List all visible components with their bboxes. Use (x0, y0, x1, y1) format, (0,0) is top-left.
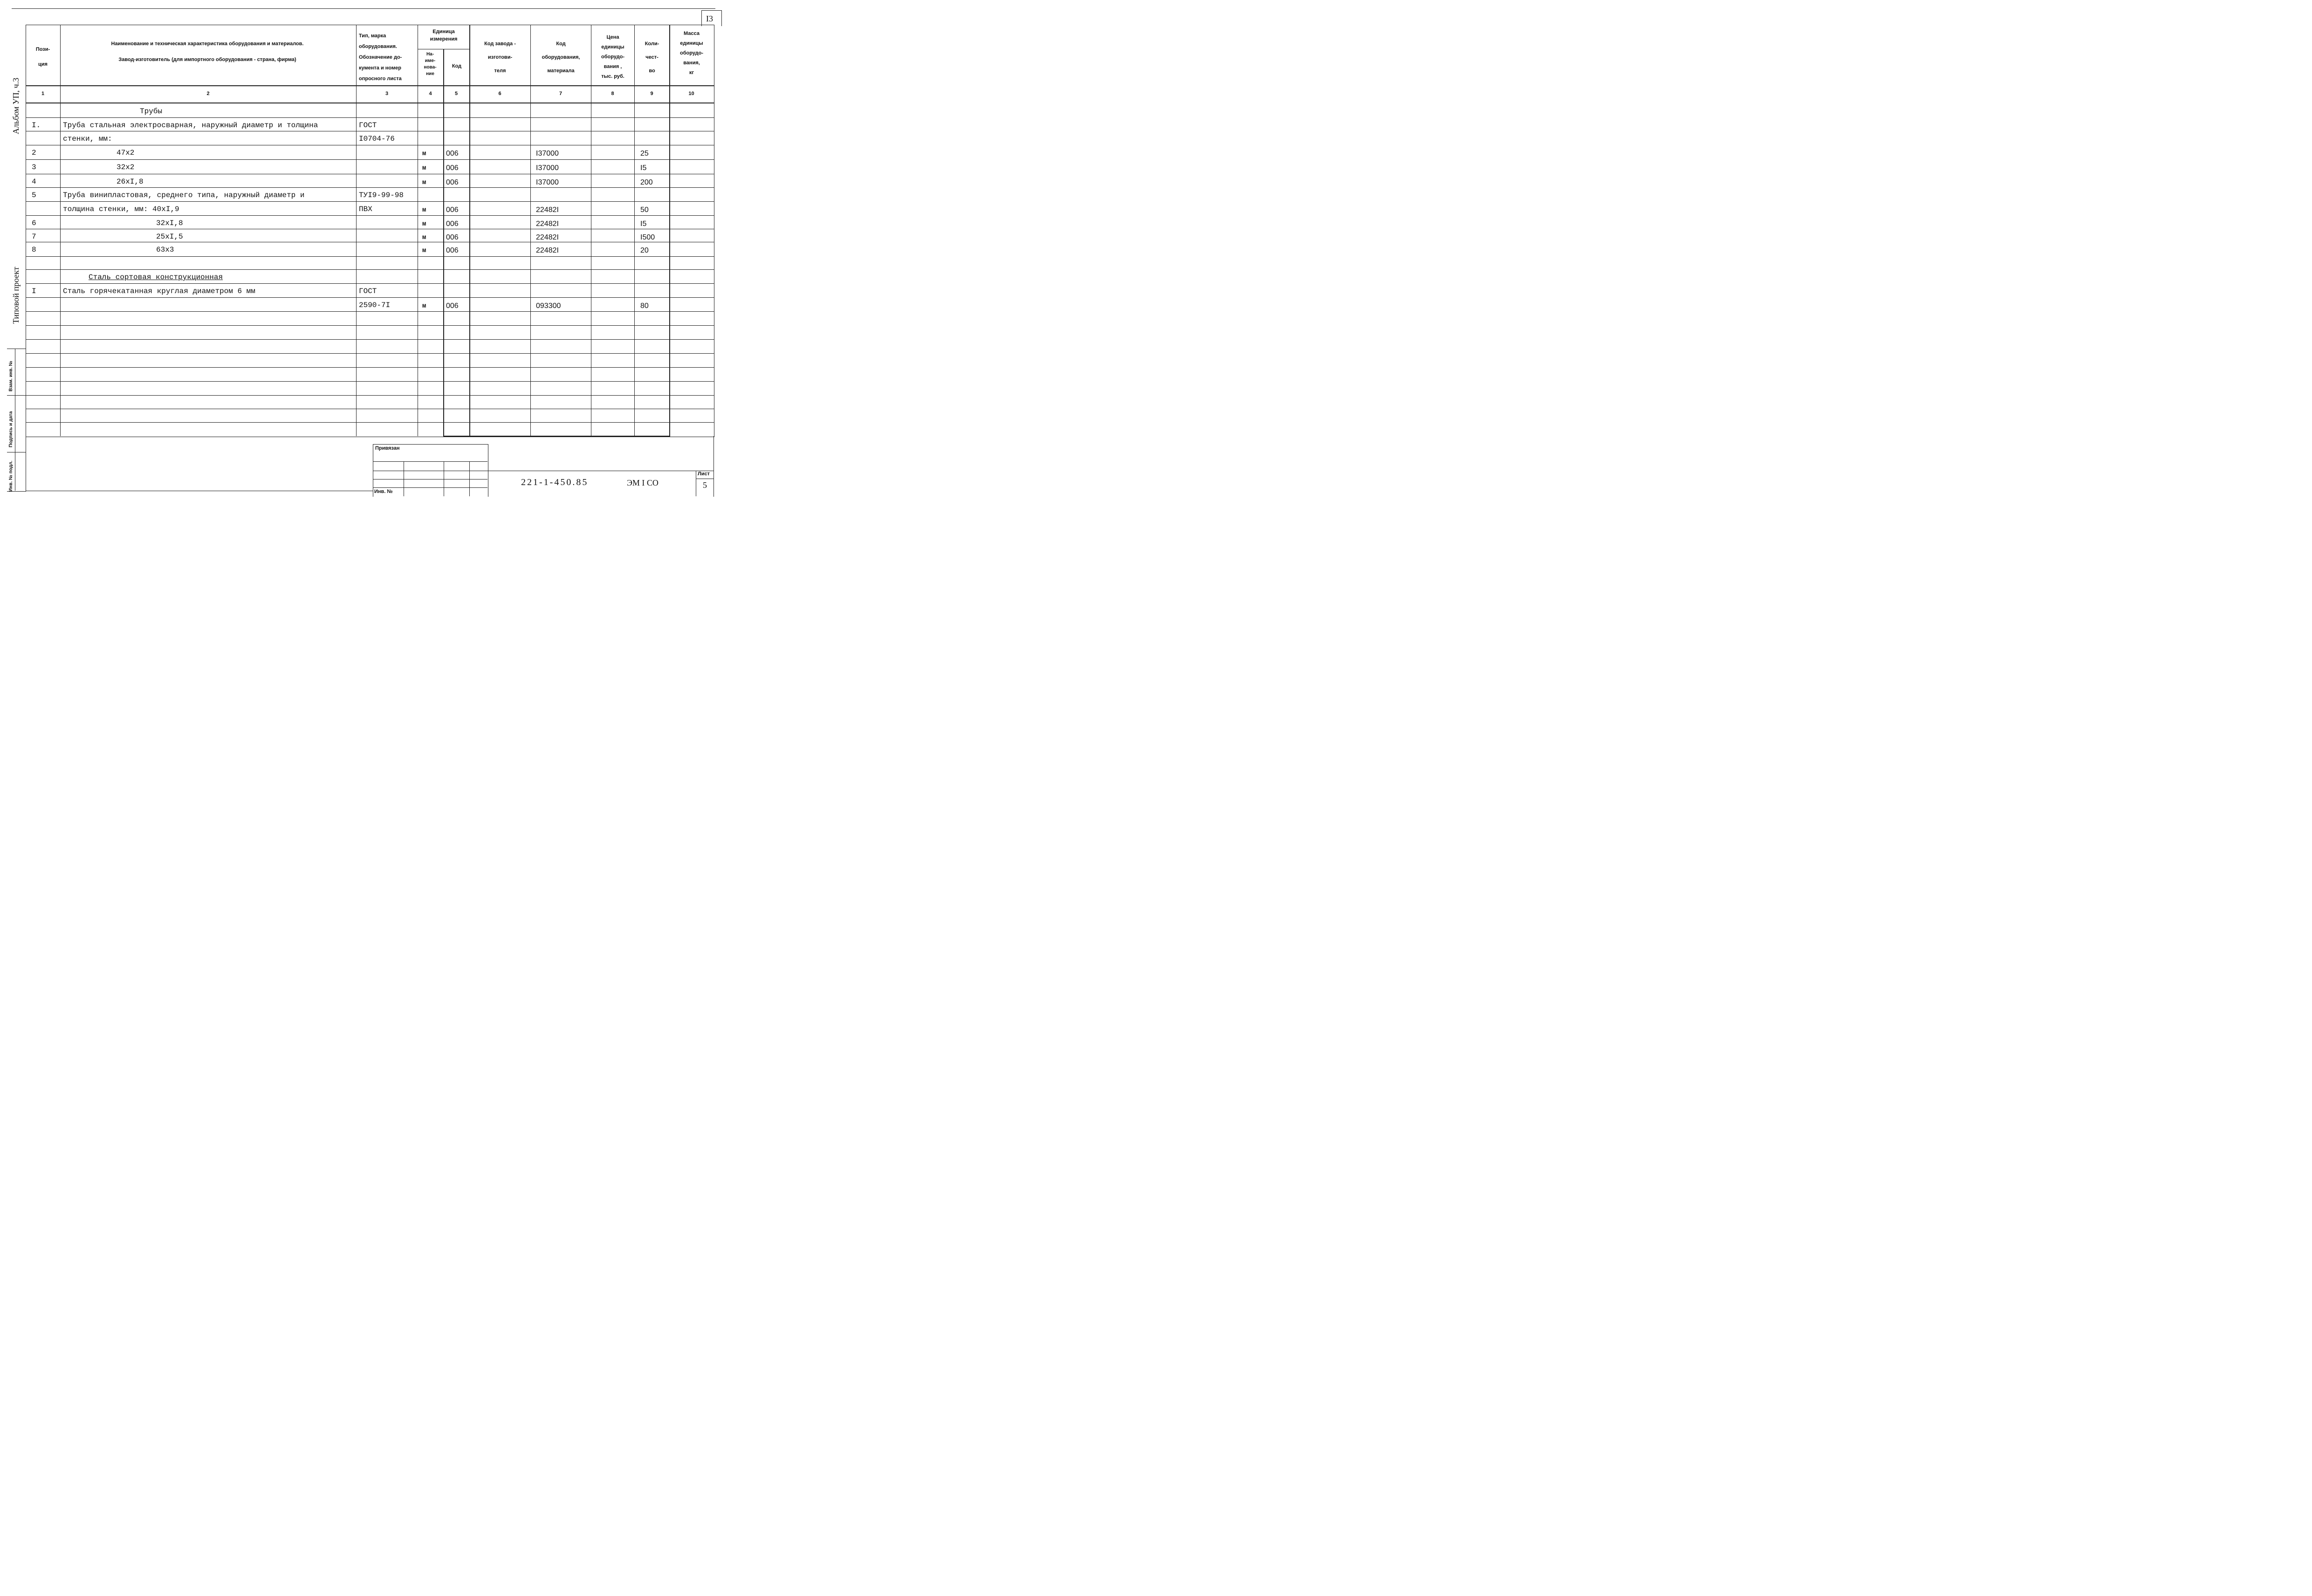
side-label-project: Типовой проект (11, 267, 21, 324)
cell-c2: 63х3 (156, 246, 174, 254)
cell-c2: Трубы (140, 107, 163, 116)
sheet-number: 5 (703, 480, 707, 490)
column-number-3: 3 (385, 91, 389, 96)
cell-c5: 006 (446, 220, 459, 228)
cell-c1: 4 (32, 178, 36, 186)
cell-c3: ГОСТ (359, 287, 377, 295)
cell-c1: I. (32, 121, 41, 130)
header-quantity: Коли- чест- во (645, 41, 659, 74)
sheet-corner-number: I3 (706, 14, 713, 23)
cell-c7: 093300 (536, 302, 561, 310)
column-number-7: 7 (559, 91, 563, 96)
cell-c4: м (422, 179, 426, 186)
column-number-2: 2 (206, 91, 210, 96)
cell-c2: 26хI,8 (117, 178, 144, 186)
cell-c2: Труба винипластовая, среднего типа, наружный диаметр и (63, 191, 305, 199)
cell-c7: I37000 (536, 164, 559, 172)
top-rule (12, 8, 715, 9)
cell-c9: 20 (640, 247, 649, 254)
column-number-10: 10 (688, 91, 694, 96)
cell-c3: ГОСТ (359, 121, 377, 130)
cell-c7: 22482I (536, 247, 559, 254)
cell-c4: м (422, 220, 426, 228)
cell-c9: I500 (640, 233, 655, 241)
header-factory-code: Код завода - изготови- теля (484, 41, 516, 74)
header-mass: Масса единицы оборудо- вания, кг (679, 31, 703, 75)
cell-c5: 006 (446, 150, 459, 158)
cell-c5: 006 (446, 206, 459, 214)
cell-c4: м (422, 302, 426, 310)
column-number-8: 8 (611, 91, 614, 96)
column-number-9: 9 (650, 91, 653, 96)
cell-c3: ПВХ (359, 205, 372, 213)
cell-c3: ТУI9-99-98 (359, 191, 404, 199)
cell-c7: 22482I (536, 220, 559, 228)
cell-c2: 25хI,5 (156, 233, 183, 241)
cell-c3: I0704-76 (359, 135, 395, 143)
cell-c4: м (422, 164, 426, 172)
cell-c1: I (32, 287, 36, 295)
cell-c9: 200 (640, 178, 653, 186)
cell-c1: 3 (32, 163, 36, 171)
sheet-label: Лист (698, 471, 710, 477)
header-unit: На- име- нова- ние (424, 52, 437, 76)
cell-c4: м (422, 150, 426, 158)
cell-c7: 22482I (536, 233, 559, 241)
header-unit-group: Единица измерения (430, 29, 458, 42)
cell-c5: 006 (446, 178, 459, 186)
header-unit-code: Код (452, 63, 462, 69)
cell-c1: 5 (32, 191, 36, 199)
cell-c4: м (422, 206, 426, 214)
cell-c7: 22482I (536, 206, 559, 214)
cell-c1: 2 (32, 149, 36, 157)
header-material-code: Код оборудования, материала (542, 41, 580, 74)
cell-c2: 47х2 (117, 149, 135, 157)
column-number-4: 4 (429, 91, 432, 96)
cell-c2: Сталь горячекатанная круглая диаметром 6 мм (63, 287, 255, 295)
document-mark: ЭМ I CO (627, 478, 659, 487)
header-name-line2: Завод-изготовитель (для импортного оборудования - страна, фирма) (118, 57, 296, 62)
cell-c2: Труба стальная электросварная, наружный диаметр и толщина (63, 121, 318, 130)
cell-c2: толщина стенки, мм: 40хI,9 (63, 205, 179, 213)
cell-c1: 7 (32, 233, 36, 241)
cell-c9: 50 (640, 206, 649, 214)
header-type: Тип, марка оборудования. Обозначение до- кумента и номер опросного листа (359, 33, 402, 82)
table-row (26, 256, 713, 270)
cell-c4: м (422, 247, 426, 254)
cell-c5: 006 (446, 233, 459, 241)
cell-c5: 006 (446, 247, 459, 254)
side-label-stamp2: Подпись и дата (8, 411, 14, 447)
table-row (26, 103, 713, 117)
table-row (26, 215, 713, 229)
side-label-album: Альбом УП, ч.3 (11, 77, 21, 134)
cell-c2: 32хI,8 (156, 219, 183, 227)
column-number-5: 5 (454, 91, 458, 96)
header-position: Пози- ция (35, 47, 50, 67)
cell-c1: 6 (32, 219, 36, 227)
cell-c7: I37000 (536, 150, 559, 158)
cell-c2: 32х2 (117, 163, 135, 171)
header-name-line1: Наименование и техническая характеристика оборудования и материалов. (111, 41, 304, 47)
cell-c9: I5 (640, 164, 647, 172)
cell-c3: 2590-7I (359, 301, 391, 309)
cell-c4: м (422, 234, 426, 241)
cell-c1: 8 (32, 246, 36, 254)
header-price: Цена единицы оборудо- вания , тыс. руб. (601, 34, 624, 79)
cell-c9: 25 (640, 150, 649, 158)
cell-c7: I37000 (536, 178, 559, 186)
document-code: 221-1-450.85 (521, 477, 589, 487)
cell-c5: 006 (446, 302, 459, 310)
cell-c9: I5 (640, 220, 647, 228)
side-label-stamp3: Инв. № подл. (8, 460, 14, 492)
left-stamp-strip (7, 349, 26, 492)
table-row (26, 242, 713, 256)
inv-label: Инв. № (374, 489, 393, 494)
cell-c2: стенки, мм: (63, 135, 112, 143)
cell-c9: 80 (640, 302, 649, 310)
table-row (26, 229, 713, 243)
side-label-stamp1: Взам. инв. № (8, 361, 14, 391)
cell-c2: Сталь сортовая конструкционная (89, 273, 223, 281)
column-number-6: 6 (498, 91, 501, 96)
cell-c5: 006 (446, 164, 459, 172)
privyazan-label: Привязан (375, 445, 400, 451)
column-number-1: 1 (41, 91, 45, 96)
